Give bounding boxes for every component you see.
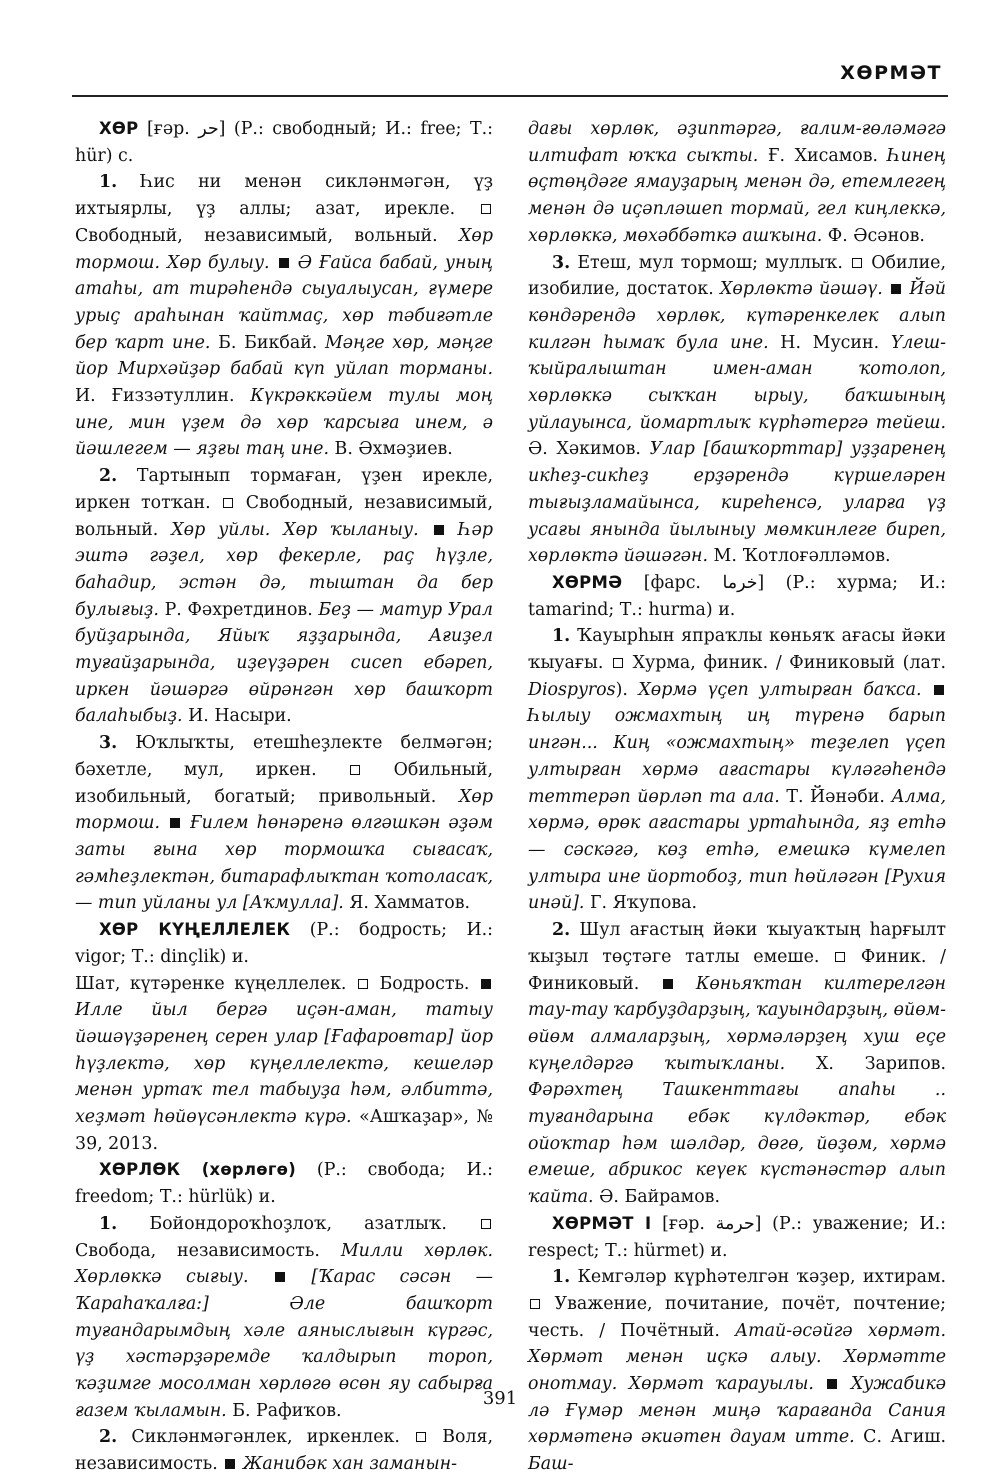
- translation-marker-icon: [358, 979, 368, 989]
- entry-headword: ХӨРМӘТ I: [552, 1213, 652, 1233]
- usage-examples: Хөр уйлы. Хөр ҡыланыу.: [171, 519, 419, 540]
- russian-translation: Свободный, независимый, вольный.: [75, 225, 438, 246]
- sense-number: 2.: [552, 920, 571, 941]
- literary-quote: Ғилем һөнәренә өлгәшкән әҙәм заты ғына хөр тормошҡа сығасаҡ, гәмһеҙлектән, битарафлыҡтан ҡотоласаҡ, — тип уйланы ул [Аҡмулла].: [75, 813, 494, 914]
- russian-translation: Бодрость.: [379, 973, 470, 994]
- quote-author: Ғ. Хисамов.: [767, 145, 879, 166]
- sense-number: 1.: [99, 1213, 118, 1234]
- quote-author: «Ашҡаҙар», № 39, 2013.: [75, 1107, 493, 1154]
- literary-quote: Күкрәккәйем тулы моң ине, мин үҙем дә хөр ҡарсыға инем, ә йәшлегем — яҙғы таң ине.: [75, 386, 494, 460]
- entry-sense: [75, 730, 493, 917]
- translation-end: ).: [615, 679, 628, 700]
- translation-marker-icon: [530, 1299, 540, 1309]
- sense-number: 2.: [99, 1427, 118, 1448]
- dictionary-entry: [75, 116, 493, 169]
- definition-text: (Р.: свобода; И.: freedom; Т.: hürlük) и.: [75, 1160, 493, 1208]
- literary-quote: Һинең өҫтөңдәге ямауҙарың менән дә, етемлегең менән дә иҫәпләшеп тормай, гел киңлеккә, хөрлөккә, мөхәббәткә ашҡына.: [528, 145, 947, 246]
- translation-marker-icon: [416, 1432, 426, 1442]
- entry-continuation: [528, 116, 946, 250]
- entry-headword: ХӨРМӘ: [552, 572, 623, 592]
- russian-translation: Свободный, независимый, вольный.: [75, 492, 494, 540]
- literary-quote: дағы хөрлөк, әҙиптәргә, ғалим-ғөләмәгә илтифат юҡҡа сыҡты.: [528, 119, 946, 166]
- usage-examples: Хөр тормош. Хөр булыу.: [75, 225, 493, 273]
- quotation-marker-icon: [170, 818, 180, 828]
- literary-quote: Һәр эштә гәҙел, хөр фекерле, раҫ һүҙле, баһадир, эстән дә, тыштан да бер булығыҙ.: [75, 519, 493, 620]
- quote-author: Н. Мусин.: [780, 332, 880, 353]
- quote-author: Б. Рафиҡов.: [232, 1400, 342, 1421]
- usage-examples: Хөрлөктә йәшәү.: [720, 279, 883, 300]
- translation-marker-icon: [350, 765, 360, 775]
- dictionary-entry: [528, 570, 946, 623]
- russian-translation: Свобода, независимость.: [75, 1240, 320, 1261]
- definition-text: [ғәр. حرمة] (Р.: уважение; И.: respect; Т.: hürmet) и.: [528, 1213, 947, 1261]
- translation-marker-icon: [223, 498, 233, 508]
- literary-quote: Жанибәк хан заманын-: [242, 1454, 458, 1475]
- usage-examples: Атай-әсәйгә хөрмәт. Хөрмәт менән иҫкә алыу. Хөрмәтте онотмау. Хөрмәт ҡарауылы.: [528, 1320, 946, 1395]
- entry-sense: [528, 1264, 946, 1478]
- literary-quote: [Ҡарас сәсән — Ҡараһаҡалға:] Әле башҡорт туғандарымдың хәле аяныслығын күргәс, үҙ хәстәрҙәремде ҡалдырып тороп, ҡәҙимге мосолман хөрлөгө өсөн яу сабырға ғазем ҡыламын.: [75, 1267, 493, 1421]
- quotation-marker-icon: [275, 1272, 285, 1282]
- quote-author: Ф. Әсәнов.: [827, 225, 925, 246]
- russian-translation: Обилие, изобилие, достаток.: [528, 252, 946, 300]
- definition-text: Кемгәләр күрһәтелгән ҡәҙер, ихтирам.: [577, 1267, 947, 1288]
- usage-examples: Хөрмә үҫеп ултырған баҡса.: [638, 679, 922, 700]
- literary-quote: Алма, хөрмә, өрөк ағастары уртаһында, яҙ етһә — сәскәгә, көҙ етһә, емешкә күмелеп ултыра ине йортобоҙ, тип һөйләгән [Рухия инәй].: [528, 786, 947, 914]
- literary-quote: Йәй көндәрендә хөрлөк, күтәренкелек алып килгән һымаҡ була ине.: [528, 279, 947, 353]
- literary-quote: Һылыу ожмахтың иң түренә барып ингән... Киң «ожмахтың» теҙелеп үҫеп ултырған хөрмә ағастары күләгәһендә теттерәп йөрләп та ала.: [528, 706, 946, 807]
- quote-author: Ә. Байрамов.: [599, 1187, 720, 1208]
- entry-sense: [75, 169, 493, 463]
- quotation-marker-icon: [279, 258, 289, 268]
- russian-translation: Обильный, изобильный, богатый; привольный.: [75, 759, 494, 807]
- literary-quote: Үлеш-ҡыйралыштан имен-аман ҡотолоп, хөрлөккә сыҡҡан ырыу, баҡшының уйлауынса, йомартлыҡ күрһәтергә тейеш.: [528, 332, 947, 433]
- quote-author: И. Насыри.: [188, 706, 292, 727]
- page-number: 391: [482, 1388, 518, 1409]
- quotation-marker-icon: [481, 979, 491, 989]
- running-head: ХӨРМӘТ: [840, 62, 942, 84]
- dictionary-entry: [75, 917, 493, 970]
- definition-text: Етеш, мул тормош; муллыҡ.: [577, 252, 843, 273]
- entry-sense: [75, 463, 493, 730]
- quote-author: Г. Яҡупова.: [590, 893, 698, 914]
- translation-marker-icon: [481, 1219, 491, 1229]
- right-column: [528, 116, 946, 1478]
- quote-author: И. Ғиззәтуллин.: [75, 386, 235, 407]
- quotation-marker-icon: [225, 1459, 235, 1469]
- entry-continuation: [75, 971, 493, 1158]
- definition-text: (Р.: бодрость; И.: vigor; Т.: dinçlik) и.: [75, 920, 493, 967]
- definition-text: [ғәр. حر] (Р.: свободный; И.: free; Т.: hür) с.: [75, 119, 493, 166]
- sense-number: 1.: [552, 626, 571, 647]
- entry-headword: ХӨРЛӨК (хөрлөгө): [99, 1160, 297, 1180]
- quote-author: М. Ҡотлоғәлләмов.: [713, 546, 891, 567]
- translation-marker-icon: [613, 658, 623, 668]
- sense-number: 1.: [552, 1267, 571, 1288]
- dictionary-entry: [75, 1157, 493, 1210]
- quotation-marker-icon: [891, 284, 901, 294]
- dictionary-entry: [528, 1211, 946, 1264]
- definition-text: Тартынып тормаған, үҙен ирекле, иркен тотҡан.: [75, 466, 494, 513]
- literary-quote: Көньяҡтан килтерелгән тау-тау ҡарбуҙдарҙың, ҡауындарҙың, өйөм-өйөм алмаларҙың, хөрмәләрҙең хуш еҫе күңелдәргә ҡытыҡланы.: [528, 973, 946, 1074]
- literary-quote: Улар [башҡорттар] уҙҙаренең икһеҙ-сикһеҙ ерҙәрендә күршеләрен тығыҙламайынса, киреһенсә, уларға үҙ усағы янында йылыныу мөмкинлеге биреп, хөрлөктә йәшәгән.: [528, 439, 946, 567]
- latin-name: Diospyros: [528, 679, 616, 700]
- definition-text: Шул ағастың йәки ҡыуаҡтың һарғылт ҡыҙыл төҫтәге татлы емеше.: [528, 920, 946, 967]
- definition-text: Ҡауырһын япраҡлы көньяҡ ағасы йәки ҡыуағы.: [528, 626, 946, 674]
- entry-headword: ХӨР КҮҢЕЛЛЕЛЕК: [99, 920, 291, 940]
- entry-sense: [528, 250, 946, 570]
- sense-number: 3.: [552, 252, 571, 273]
- usage-examples: Милли хөрлөк. Хөрлөккә сығыу.: [75, 1240, 493, 1288]
- quote-author: Т. Йәнәби.: [786, 786, 885, 807]
- sense-number: 3.: [99, 733, 118, 754]
- quote-author: Ә. Хәкимов.: [528, 439, 641, 460]
- left-column: [75, 116, 493, 1478]
- translation-marker-icon: [852, 258, 862, 268]
- russian-translation: Воля, независимость.: [75, 1427, 494, 1475]
- definition-text: [фарс. خرما] (Р.: хурма; И.: tamarind; Т.: hurma) и.: [528, 572, 946, 620]
- literary-quote: Ә Ғайса бабай, уның атаһы, ат тирәһендә сыуалыусан, ғүмере урыҫ араһынан ҡайтмаҫ, хөр тәбиғәтле бер ҡарт ине.: [75, 252, 494, 353]
- definition-text: Сикләнмәгәнлек, иркенлек.: [131, 1427, 400, 1448]
- quotation-marker-icon: [434, 525, 444, 535]
- literary-quote: Фәрәхтең Ташкенттағы апаһы .. туғандарына ебәк күлдәктәр, ебәк ойоҡтар һәм шәлдәр, дөгө, йөҙөм, хөрмә емеше, абрикос кеүек күстәнәстәр алып ҡайта.: [528, 1080, 946, 1208]
- literary-quote: Илле йыл бергә иҫән-аман, татыу йәшәүҙәренең серен улар [Ғафаровтар] йор һүҙлектә, хөр күңеллелектә, кешеләр менән уртаҡ тел табыуҙа һәм, әлбиттә, хеҙмәт һөйөүсәнлектә күрә.: [75, 1000, 493, 1128]
- entry-sense: [528, 917, 946, 1211]
- sense-number: 2.: [99, 466, 118, 487]
- literary-quote: Хужабикә лә Ғүмәр менән миңә ҡарағанда Сания хөрмәтенә әкиәтен дауам итте.: [528, 1374, 947, 1448]
- quote-author: Х. Зарипов.: [815, 1053, 947, 1074]
- literary-quote: Баш-: [528, 1454, 574, 1475]
- quotation-marker-icon: [934, 685, 944, 695]
- russian-translation: Уважение, почитание, почёт, почтение; честь. / Почётный.: [528, 1293, 947, 1341]
- entry-headword: ХӨР: [99, 119, 139, 138]
- translation-marker-icon: [481, 204, 491, 214]
- usage-examples: Хөр тормош.: [75, 786, 494, 834]
- entry-sense: [75, 1424, 493, 1477]
- sense-number: 1.: [99, 172, 118, 193]
- quote-author: Р. Фәхретдинов.: [164, 599, 313, 620]
- definition-text: Юҡлыҡты, етешһеҙлекте белмәгән; бәхетле, мул, иркен.: [75, 733, 494, 780]
- russian-translation: Хурма, финик. / Финиковый (лат.: [632, 653, 947, 674]
- quote-author: В. Әхмәҙиев.: [334, 439, 453, 460]
- header-rule: [72, 95, 948, 97]
- russian-translation: Финик. / Финиковый.: [528, 946, 947, 994]
- definition-text: Бойондороҡһоҙлоҡ, азатлыҡ.: [149, 1213, 447, 1234]
- definition-text: Һис ни менән сикләнмәгән, үҙ ихтыярлы, үҙ аллы; азат, ирекле.: [75, 172, 493, 220]
- quote-author: Б. Бикбай.: [218, 332, 318, 353]
- quotation-marker-icon: [663, 979, 673, 989]
- entry-sense: [528, 623, 946, 917]
- literary-quote: Беҙ — матур Урал буйҙарында, Яйыҡ яҙҙарында, Ағиҙел туғайҙарында, иҙеүҙәрен сисеп ебәреп, иркен йәшәргә өйрәнгән хөр башҡорт балаһыбыҙ.: [75, 599, 493, 727]
- literary-quote: Мәңге хөр, мәңге йор Мирхәйҙәр бабай күп уйлап торманы.: [75, 332, 493, 380]
- translation-marker-icon: [835, 952, 845, 962]
- quote-author: Я. Хамматов.: [349, 893, 471, 914]
- quote-author: С. Агиш.: [863, 1427, 946, 1448]
- definition-text: Шат, күтәренке күңеллелек.: [75, 973, 347, 994]
